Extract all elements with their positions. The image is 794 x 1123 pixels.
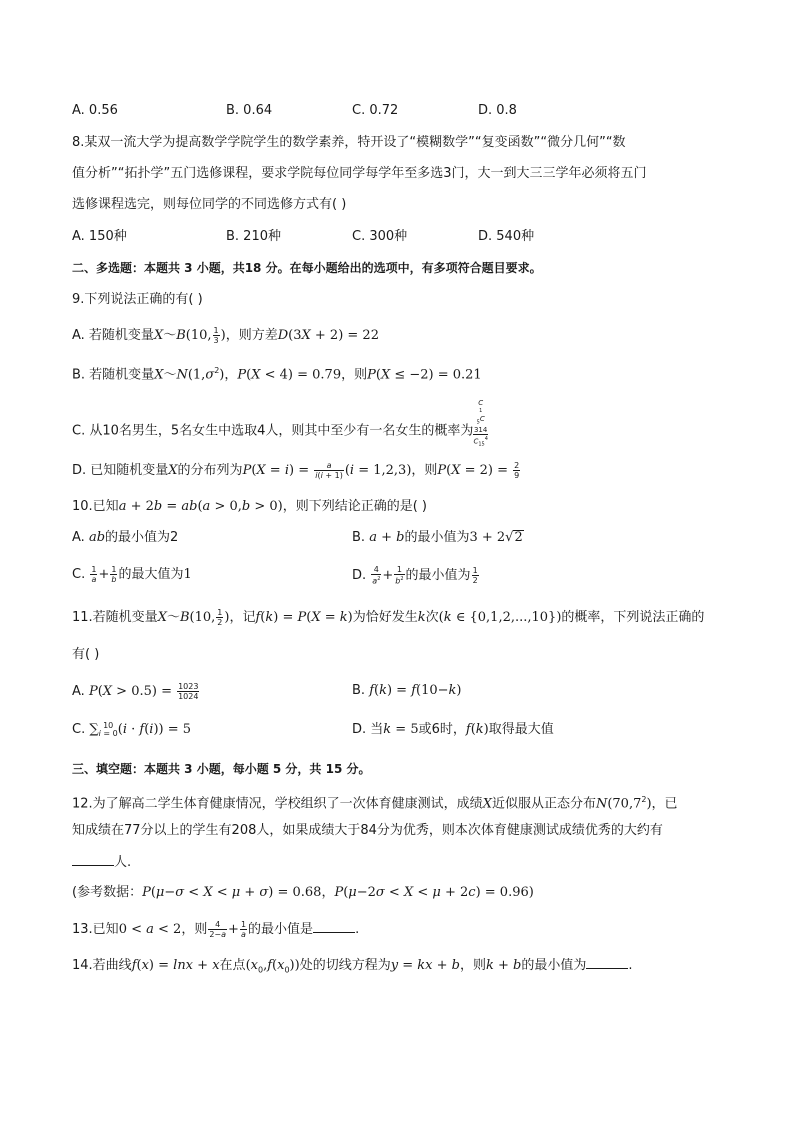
q11-option-d: D. 当k = 5或6时，f(k)取得最大值: [352, 722, 554, 737]
q8-option-a: A. 150种: [72, 229, 127, 244]
q11-stem-line2: 有( ): [72, 647, 100, 662]
q11-option-b: B. f(k) = f(10−k): [352, 683, 462, 698]
section-2-heading: 二、多选题：本题共 3 小题，共18 分。在每小题给出的选项中，有多项符合题目要求。: [72, 261, 542, 275]
q8-stem-line2: 值分析”“拓扑学”五门选修课程，要求学院每位同学每学年至多选3门，大一到大三三学年必须将五门: [72, 166, 647, 181]
q9-option-c: C. 从10名男生，5名女生中选取4人，则其中至少有一名女生的概率为 C 1 $_5$C 314 $C_{15}^4$: [72, 399, 488, 449]
q10-option-b: B. a + b的最小值为3 + 2√2: [352, 530, 523, 545]
q12-stem-line1: 12.为了解高二学生体育健康情况，学校组织了一次体育健康测试，成绩X近似服从正态分布N(70,7$^2$)，已: [72, 795, 678, 812]
q12-reference-data: (参考数据：P(μ−σ < X < μ + σ) = 0.68，P(μ−2σ < X < μ + 2c) = 0.96): [72, 885, 534, 900]
q14-answer-blank[interactable]: [586, 956, 628, 969]
q7-option-d: D. 0.8: [478, 103, 517, 118]
q9-stem: 9.下列说法正确的有( ): [72, 292, 203, 307]
q10-option-c: C. $\frac{1}{a}$ + $\frac{1}{b}$ 的最大值为1: [72, 565, 192, 584]
q14-stem: 14.若曲线f(x) = lnx + x在点$(x_0,f(x_0))$处的切线方程为y = kx + b，则k + b的最小值为 .: [72, 958, 633, 975]
q12-stem-line3: 人.: [72, 853, 131, 872]
q10-option-d: D. $\frac{4}{a^2}$ + $\frac{1}{b^2}$ 的最小值为 $\frac{1}{2}$: [352, 565, 478, 586]
q7-option-b: B. 0.64: [226, 103, 273, 118]
q9-option-d: D. 已知随机变量X的分布列为P(X = i) = $\frac{a}{i(i + 1)}$ (i = 1,2,3)，则P(X = 2) = $\frac{2}{9}$: [72, 461, 520, 480]
q9-option-a: A. 若随机变量X～B(10, $\frac{1}{3}$ )，则方差D(3X + 2) = 22: [72, 326, 379, 345]
q8-option-d: D. 540种: [478, 229, 535, 244]
q12-answer-blank[interactable]: [72, 853, 114, 866]
q12-stem-line2: 知成绩在77分以上的学生有208人，如果成绩大于84分为优秀，则本次体育健康测试成绩优秀的大约有: [72, 823, 663, 838]
q8-option-c: C. 300种: [352, 229, 408, 244]
q11-option-a: A. P(X > 0.5) = $\frac{1023}{1024}$: [72, 682, 199, 701]
q8-stem-line3: 选修课程选完，则每位同学的不同选修方式有( ): [72, 197, 347, 212]
q10-option-a: A. ab的最小值为2: [72, 530, 179, 545]
q11-stem-line1: 11.若随机变量X～B(10, $\frac{1}{2}$ )，记f(k) = P(X = k)为恰好发生k次(k ∈ {0,1,2,...,10})的概率，下列说法正确的: [72, 608, 705, 627]
q7-option-c: C. 0.72: [352, 103, 399, 118]
q7-option-a: A. 0.56: [72, 103, 118, 118]
q9-option-b: B. 若随机变量$X\sim N(1,\sigma^2)$，P(X < 4) = 0.79，则P(X ≤ −2) = 0.21: [72, 366, 482, 383]
section-3-heading: 三、填空题：本题共 3 小题，每小题 5 分，共 15 分。: [72, 762, 371, 776]
q8-option-b: B. 210种: [226, 229, 281, 244]
q13-stem: 13.已知0 < a < 2，则 $\frac{4}{2-a}$ + $\frac{1}{a}$ 的最小值是 .: [72, 920, 360, 939]
q10-stem: 10.已知a + 2b = ab(a > 0,b > 0)，则下列结论正确的是( ): [72, 499, 427, 514]
q8-stem-line1: 8.某双一流大学为提高数学学院学生的数学素养，特开设了“模糊数学”“复变函数”“微分几何”“数: [72, 135, 626, 150]
q13-answer-blank[interactable]: [313, 920, 355, 933]
q11-option-c: C. ∑ 10 i = 0 (i · f(i)) = 5: [72, 720, 192, 738]
